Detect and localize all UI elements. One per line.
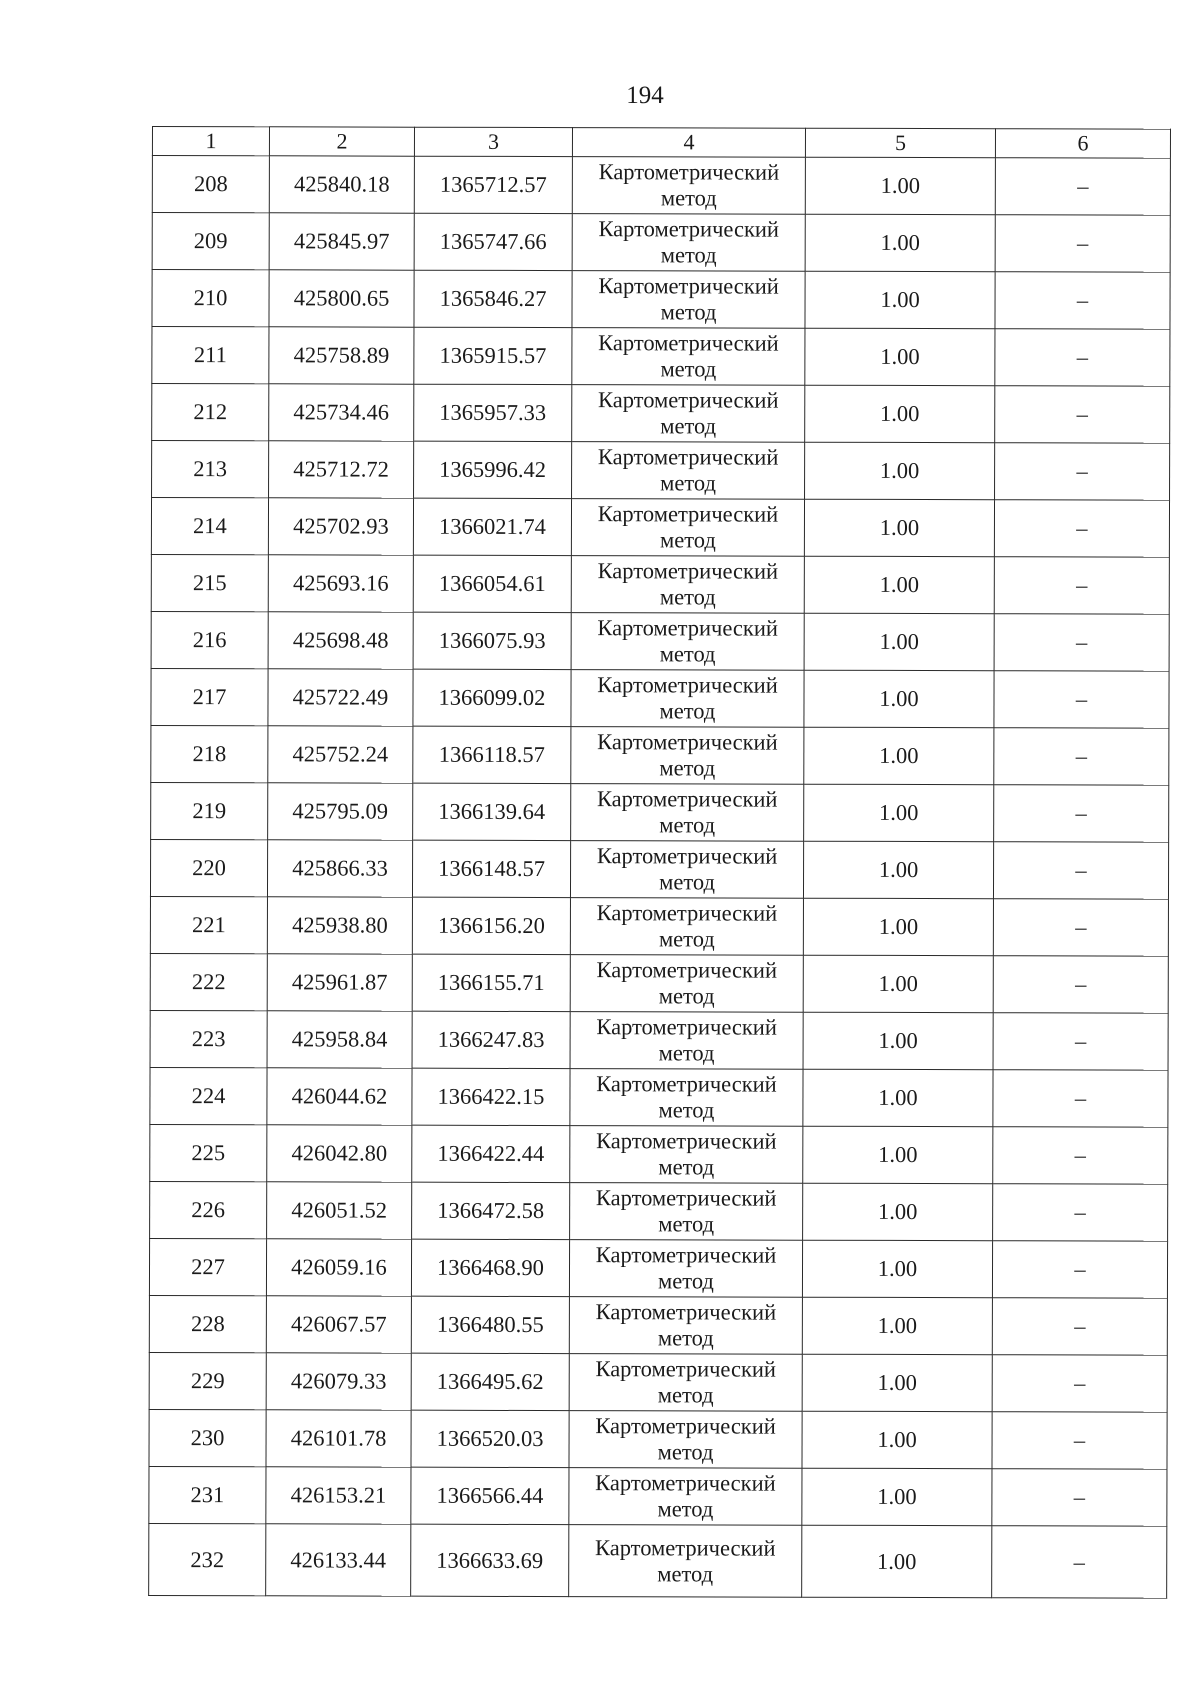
table-row — [149, 1466, 1167, 1526]
method-line: метод — [659, 527, 716, 553]
y-coordinate-cell: 1366633.69 — [411, 1524, 569, 1596]
column-header-4: 4 — [572, 128, 805, 158]
y-coordinate-cell: 1365915.57 — [414, 327, 572, 384]
table-row — [149, 1409, 1167, 1469]
method-line: Картометрический — [597, 444, 779, 470]
point-number-cell: 227 — [149, 1238, 266, 1295]
method-cell — [571, 784, 804, 842]
method-line: Картометрический — [598, 387, 779, 413]
point-number-cell: 211 — [152, 327, 269, 384]
accuracy-cell: 1.00 — [805, 442, 995, 499]
method-line: метод — [660, 470, 717, 496]
point-number-cell: 214 — [151, 498, 268, 555]
y-coordinate-cell: 1366155.71 — [412, 954, 570, 1011]
method-cell — [570, 1069, 803, 1127]
note-cell: – — [994, 500, 1169, 557]
method-line: метод — [660, 356, 717, 382]
x-coordinate-cell: 426153.21 — [266, 1467, 411, 1524]
method-line: Картометрический — [595, 1413, 776, 1439]
note-cell: – — [994, 671, 1169, 728]
method-cell — [570, 841, 803, 899]
point-number-cell: 220 — [150, 839, 267, 896]
method-cell — [571, 613, 804, 671]
note-cell: – — [995, 158, 1170, 215]
page-number: 194 — [626, 82, 664, 109]
method-line: метод — [657, 1382, 714, 1408]
method-line: метод — [658, 1097, 715, 1123]
x-coordinate-cell: 425958.84 — [267, 1011, 412, 1068]
method-line: Картометрический — [595, 1242, 777, 1268]
accuracy-cell: 1.00 — [803, 841, 993, 898]
point-number-cell: 219 — [151, 782, 268, 839]
note-cell: – — [995, 386, 1170, 443]
method-line: метод — [658, 1154, 715, 1180]
point-number-cell: 224 — [150, 1067, 267, 1124]
table-row — [149, 1295, 1167, 1355]
note-cell: – — [994, 614, 1169, 671]
x-coordinate-cell: 425722.49 — [268, 669, 413, 726]
note-cell: – — [992, 1469, 1167, 1526]
y-coordinate-cell: 1365712.57 — [414, 156, 572, 213]
method-line: метод — [659, 641, 716, 667]
point-number-cell: 217 — [151, 668, 268, 725]
table-body — [149, 156, 1171, 1599]
method-line: Картометрический — [598, 216, 780, 242]
y-coordinate-cell: 1366118.57 — [413, 726, 571, 783]
point-number-cell: 218 — [151, 725, 268, 782]
point-number-cell: 209 — [152, 213, 269, 270]
accuracy-cell: 1.00 — [803, 1126, 993, 1183]
method-cell — [569, 1411, 802, 1469]
accuracy-cell: 1.00 — [804, 784, 994, 841]
method-line: Картометрический — [598, 330, 779, 356]
column-header-5: 5 — [805, 128, 995, 157]
x-coordinate-cell: 425758.89 — [269, 327, 414, 384]
point-number-cell: 210 — [152, 270, 269, 327]
note-cell: – — [993, 842, 1168, 899]
table-row — [151, 611, 1169, 671]
method-line: Картометрический — [598, 159, 780, 185]
method-cell — [572, 385, 805, 443]
y-coordinate-cell: 1365747.66 — [414, 213, 572, 270]
method-line: метод — [659, 755, 716, 781]
accuracy-cell: 1.00 — [805, 214, 995, 271]
method-cell — [571, 670, 804, 728]
note-cell: – — [993, 1070, 1168, 1127]
point-number-cell: 213 — [152, 441, 269, 498]
note-cell: – — [993, 956, 1168, 1013]
method-line: метод — [658, 1211, 715, 1237]
coordinates-table — [148, 126, 1171, 1599]
table-row — [152, 327, 1170, 387]
accuracy-cell: 1.00 — [802, 1240, 992, 1297]
accuracy-cell: 1.00 — [805, 271, 995, 328]
point-number-cell: 216 — [151, 611, 268, 668]
method-line: Картометрический — [597, 615, 778, 641]
point-number-cell: 223 — [150, 1010, 267, 1067]
y-coordinate-cell: 1366054.61 — [413, 555, 571, 612]
method-line: Картометрический — [596, 900, 778, 926]
column-header-1: 1 — [152, 127, 269, 156]
method-line: Картометрический — [595, 1185, 777, 1211]
method-cell — [572, 442, 805, 500]
note-cell: – — [995, 215, 1170, 272]
note-cell: – — [993, 899, 1168, 956]
y-coordinate-cell: 1366422.44 — [412, 1125, 570, 1182]
point-number-cell: 229 — [149, 1352, 266, 1409]
x-coordinate-cell: 425702.93 — [268, 498, 413, 555]
y-coordinate-cell: 1366021.74 — [413, 498, 571, 555]
x-coordinate-cell: 425795.09 — [268, 783, 413, 840]
method-cell — [569, 1468, 802, 1526]
table-row — [150, 1010, 1168, 1070]
method-cell — [570, 1126, 803, 1184]
method-line: метод — [657, 1496, 714, 1522]
point-number-cell: 228 — [149, 1295, 266, 1352]
accuracy-cell: 1.00 — [805, 157, 995, 214]
point-number-cell: 215 — [151, 554, 268, 611]
x-coordinate-cell: 425866.33 — [267, 840, 412, 897]
accuracy-cell: 1.00 — [803, 955, 993, 1012]
x-coordinate-cell: 425698.48 — [268, 612, 413, 669]
table-row — [150, 1067, 1168, 1127]
accuracy-cell: 1.00 — [802, 1525, 992, 1597]
method-line: Картометрический — [597, 501, 779, 527]
method-cell — [570, 1183, 803, 1241]
table-row — [151, 554, 1169, 614]
method-line: Картометрический — [596, 843, 778, 869]
table-row — [150, 1124, 1168, 1184]
method-line: метод — [660, 185, 717, 211]
accuracy-cell: 1.00 — [803, 1069, 993, 1126]
column-header-3: 3 — [414, 127, 572, 156]
x-coordinate-cell: 426067.57 — [266, 1296, 411, 1353]
method-line: метод — [658, 926, 715, 952]
x-coordinate-cell: 425961.87 — [267, 954, 412, 1011]
y-coordinate-cell: 1366156.20 — [412, 897, 570, 954]
note-cell: – — [994, 785, 1169, 842]
method-line: Картометрический — [597, 672, 778, 698]
method-line: метод — [660, 242, 717, 268]
y-coordinate-cell: 1365996.42 — [414, 441, 572, 498]
y-coordinate-cell: 1366480.55 — [411, 1296, 569, 1353]
method-line: метод — [659, 812, 716, 838]
accuracy-cell: 1.00 — [804, 613, 994, 670]
method-cell — [571, 499, 804, 557]
note-cell: – — [993, 1184, 1168, 1241]
column-header-6: 6 — [995, 129, 1170, 158]
point-number-cell: 221 — [150, 896, 267, 953]
method-line: метод — [658, 983, 715, 1009]
method-line: метод — [657, 1325, 714, 1351]
note-cell: – — [995, 272, 1170, 329]
y-coordinate-cell: 1366099.02 — [413, 669, 571, 726]
accuracy-cell: 1.00 — [803, 1012, 993, 1069]
y-coordinate-cell: 1366247.83 — [412, 1011, 570, 1068]
y-coordinate-cell: 1366422.15 — [412, 1068, 570, 1125]
note-cell: – — [993, 1013, 1168, 1070]
x-coordinate-cell: 425693.16 — [268, 555, 413, 612]
accuracy-cell: 1.00 — [802, 1354, 992, 1411]
x-coordinate-cell: 426051.52 — [267, 1182, 412, 1239]
x-coordinate-cell: 426133.44 — [266, 1524, 411, 1596]
point-number-cell: 232 — [149, 1523, 266, 1595]
table-header — [152, 127, 1170, 159]
table-row — [152, 384, 1170, 444]
method-line: Картометрический — [597, 558, 779, 584]
method-line: Картометрический — [596, 1014, 777, 1040]
method-line: Картометрический — [595, 1470, 776, 1496]
x-coordinate-cell: 425938.80 — [267, 897, 412, 954]
accuracy-cell: 1.00 — [803, 898, 993, 955]
method-line: Картометрический — [596, 957, 778, 983]
note-cell: – — [995, 443, 1170, 500]
note-cell: – — [994, 557, 1169, 614]
y-coordinate-cell: 1366075.93 — [413, 612, 571, 669]
method-line: метод — [657, 1439, 714, 1465]
method-line: Картометрический — [596, 1128, 777, 1154]
accuracy-cell: 1.00 — [802, 1468, 992, 1525]
table-row — [152, 270, 1170, 330]
method-line: Картометрический — [597, 729, 778, 755]
y-coordinate-cell: 1366468.90 — [411, 1239, 569, 1296]
column-header-2: 2 — [269, 127, 414, 156]
table-row — [151, 782, 1169, 842]
accuracy-cell: 1.00 — [803, 1183, 993, 1240]
point-number-cell: 230 — [149, 1409, 266, 1466]
method-line: Картометрический — [598, 273, 779, 299]
accuracy-cell: 1.00 — [805, 385, 995, 442]
y-coordinate-cell: 1365846.27 — [414, 270, 572, 327]
x-coordinate-cell: 426042.80 — [267, 1125, 412, 1182]
method-cell — [572, 328, 805, 386]
table-row — [150, 839, 1168, 899]
accuracy-cell: 1.00 — [804, 670, 994, 727]
table-row — [150, 1181, 1168, 1241]
method-cell — [572, 157, 805, 215]
table-row — [152, 156, 1170, 216]
x-coordinate-cell: 425712.72 — [269, 441, 414, 498]
accuracy-cell: 1.00 — [802, 1297, 992, 1354]
table-row — [151, 498, 1169, 558]
note-cell: – — [992, 1355, 1167, 1412]
y-coordinate-cell: 1365957.33 — [414, 384, 572, 441]
method-line: метод — [659, 584, 716, 610]
table-row — [151, 668, 1169, 728]
note-cell: – — [994, 728, 1169, 785]
method-cell — [572, 271, 805, 329]
note-cell: – — [992, 1526, 1167, 1598]
method-line: метод — [657, 1560, 714, 1586]
x-coordinate-cell: 426079.33 — [266, 1353, 411, 1410]
method-cell — [570, 1012, 803, 1070]
note-cell: – — [992, 1412, 1167, 1469]
x-coordinate-cell: 425800.65 — [269, 270, 414, 327]
table-row — [152, 441, 1170, 501]
method-cell — [570, 955, 803, 1013]
x-coordinate-cell: 425752.24 — [268, 726, 413, 783]
method-cell — [569, 1240, 802, 1298]
x-coordinate-cell: 425845.97 — [269, 213, 414, 270]
method-cell — [571, 727, 804, 785]
method-line: метод — [660, 299, 717, 325]
point-number-cell: 208 — [152, 156, 269, 213]
table-row — [150, 896, 1168, 956]
point-number-cell: 222 — [150, 953, 267, 1010]
point-number-cell: 225 — [150, 1124, 267, 1181]
accuracy-cell: 1.00 — [804, 499, 994, 556]
table-row — [151, 725, 1169, 785]
method-line: метод — [659, 869, 715, 895]
method-cell — [569, 1354, 802, 1412]
accuracy-cell: 1.00 — [804, 727, 994, 784]
header-row — [152, 127, 1170, 159]
table-row — [149, 1238, 1167, 1298]
point-number-cell: 212 — [152, 384, 269, 441]
note-cell: – — [995, 329, 1170, 386]
accuracy-cell: 1.00 — [805, 328, 995, 385]
note-cell: – — [992, 1298, 1167, 1355]
method-cell — [571, 556, 804, 614]
x-coordinate-cell: 426059.16 — [266, 1239, 411, 1296]
table-row — [149, 1523, 1167, 1598]
table-row — [152, 213, 1170, 273]
method-cell — [572, 214, 805, 272]
method-line: метод — [660, 413, 717, 439]
point-number-cell: 231 — [149, 1466, 266, 1523]
note-cell: – — [993, 1127, 1168, 1184]
table-row — [149, 1352, 1167, 1412]
x-coordinate-cell: 426044.62 — [267, 1068, 412, 1125]
accuracy-cell: 1.00 — [802, 1411, 992, 1468]
method-cell — [569, 1525, 802, 1598]
method-line: метод — [659, 698, 716, 724]
x-coordinate-cell: 425840.18 — [269, 156, 414, 213]
method-cell — [569, 1297, 802, 1355]
method-line: метод — [658, 1040, 715, 1066]
y-coordinate-cell: 1366495.62 — [411, 1353, 569, 1410]
method-line: Картометрический — [596, 1071, 777, 1097]
x-coordinate-cell: 426101.78 — [266, 1410, 411, 1467]
method-line: метод — [658, 1268, 714, 1294]
point-number-cell: 226 — [150, 1181, 267, 1238]
y-coordinate-cell: 1366566.44 — [411, 1467, 569, 1524]
y-coordinate-cell: 1366148.57 — [412, 840, 570, 897]
y-coordinate-cell: 1366139.64 — [413, 783, 571, 840]
x-coordinate-cell: 425734.46 — [269, 384, 414, 441]
method-line: Картометрический — [594, 1534, 776, 1561]
table-row — [150, 953, 1168, 1013]
y-coordinate-cell: 1366472.58 — [412, 1182, 570, 1239]
method-line: Картометрический — [596, 786, 778, 812]
method-cell — [570, 898, 803, 956]
method-line: Картометрический — [595, 1356, 777, 1382]
y-coordinate-cell: 1366520.03 — [411, 1410, 569, 1467]
note-cell: – — [992, 1241, 1167, 1298]
accuracy-cell: 1.00 — [804, 556, 994, 613]
method-line: Картометрический — [595, 1299, 777, 1325]
